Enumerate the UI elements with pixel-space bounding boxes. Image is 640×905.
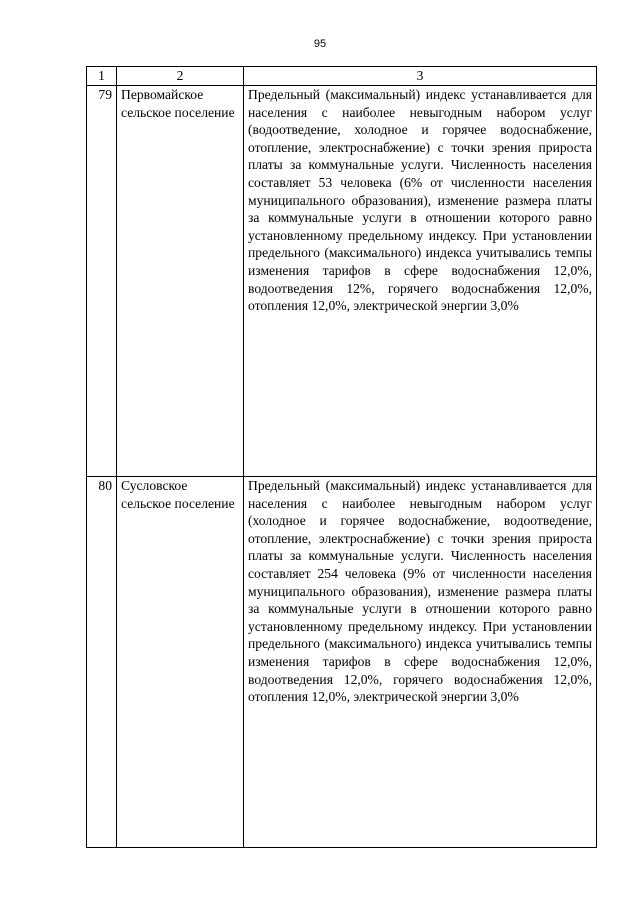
header-col-2: 2 xyxy=(117,67,244,86)
header-col-1: 1 xyxy=(87,67,117,86)
table-row xyxy=(87,86,597,477)
page-number: 95 xyxy=(313,38,327,50)
table-row xyxy=(87,477,597,848)
index-description: Предельный (максимальный) индекс устанавливается для населения с наиболее невыгодным набором услуг (водоотведение, холодное и горячее водоснабжение, отопление, электроснабжение) с точки зрения прироста платы за коммунальные услуги. Численность населения составляет 53 человека (6% от численности населения муниципального образования), изменение размера платы за коммунальные услуги в отношении которого равно установленному предельному индексу. При установлении предельного (максимального) индекса учитывались темпы изменения тарифов в сфере водоснабжения 12,0%, водоотведения 12%, горячего водоснабжения 12,0%, отопления 12,0%, электрической энергии 3,0% xyxy=(244,86,597,477)
header-col-3: 3 xyxy=(244,67,597,86)
index-description: Предельный (максимальный) индекс устанавливается для населения с наиболее невыгодным набором услуг (холодное и горячее водоснабжение, водоотведение, отопление, электроснабжение) с точки зрения прироста платы за коммунальные услуги. Численность населения составляет 254 человека (9% от численности населения муниципального образования), изменение размера платы за коммунальные услуги в отношении которого равно установленному предельному индексу. При установлении предельного (максимального) индекса учитывались темпы изменения тарифов в сфере водоснабжения 12,0%, водоотведения 12,0%, горячего водоснабжения 12,0%, отопления 12,0%, электрической энергии 3,0% xyxy=(244,477,597,848)
row-number: 80 xyxy=(87,477,117,848)
settlement-name: Первомайское сельское поселение xyxy=(117,86,244,477)
tariff-index-table xyxy=(86,66,597,848)
table-header-row xyxy=(87,67,597,86)
settlement-name: Сусловское сельское поселение xyxy=(117,477,244,848)
row-number: 79 xyxy=(87,86,117,477)
